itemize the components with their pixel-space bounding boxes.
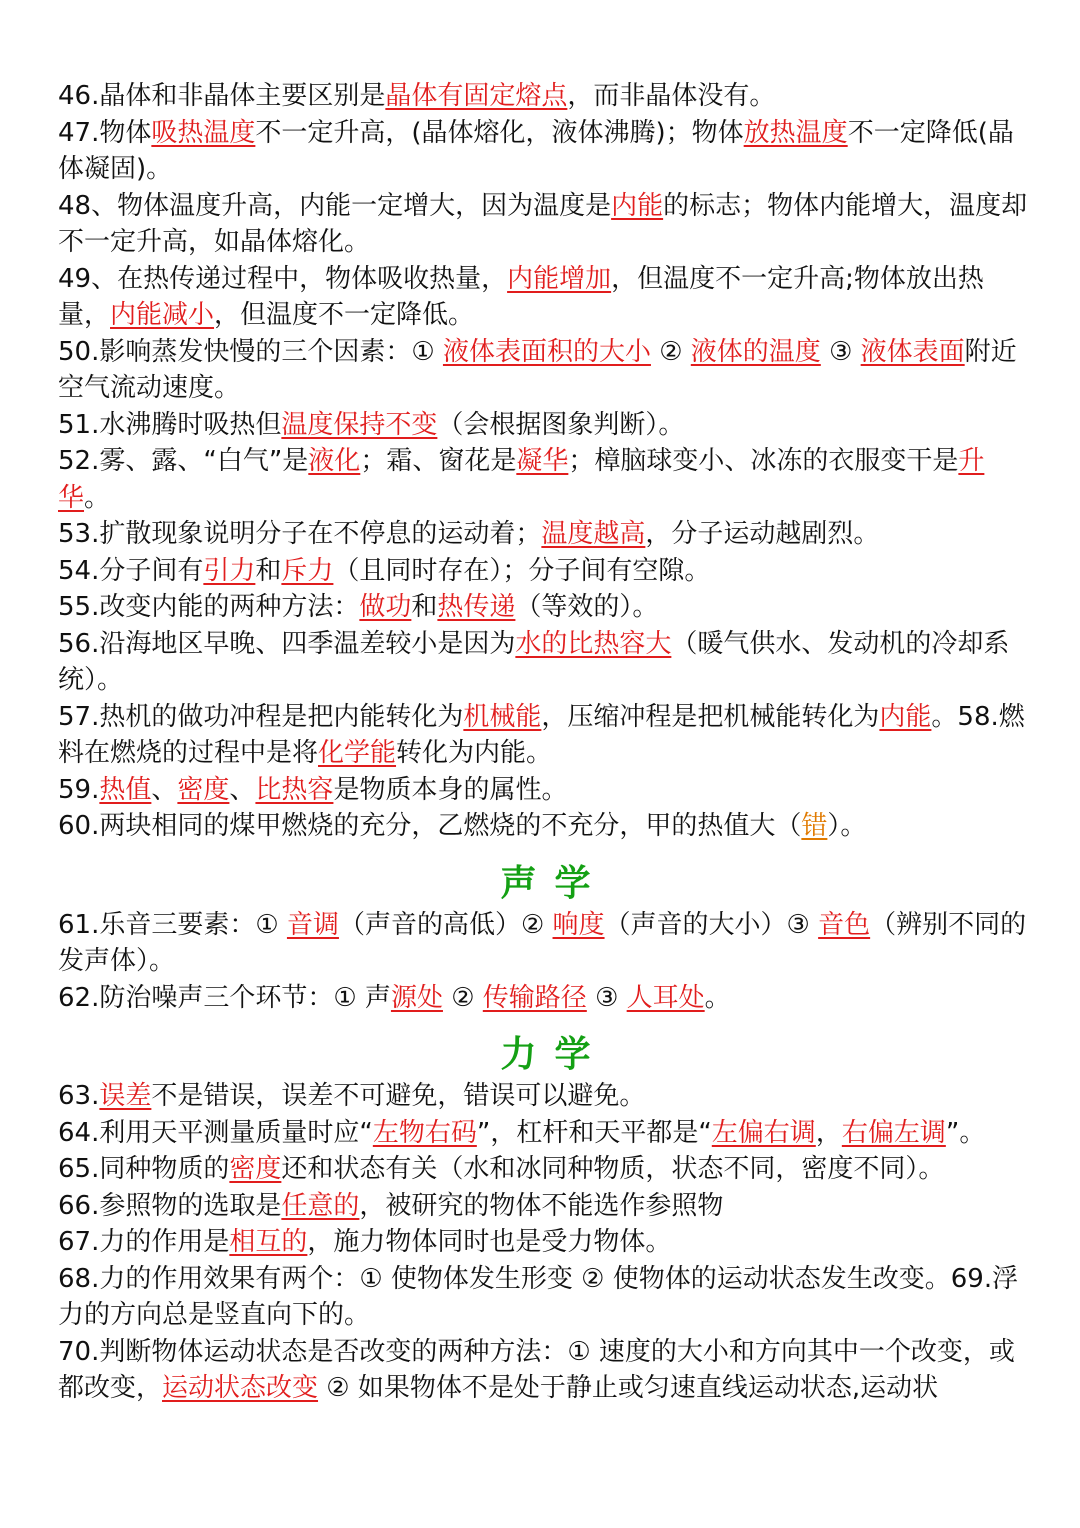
list-item (58, 772, 1033, 809)
item-text: ，而非晶体没有。 (567, 81, 776, 111)
item-text: （等效的）。 (515, 592, 659, 622)
list-item (58, 699, 1033, 772)
item-text: ”，杠杆和天平都是“ (476, 1117, 712, 1148)
item-text: 59. (58, 774, 100, 805)
item-text: ，但温度不一定降低。 (214, 300, 475, 330)
item-text: 53.扩散现象说明分子在不停息的运动着； (58, 519, 542, 549)
list-item (58, 1334, 1033, 1407)
answer-text: 内能增加 (507, 263, 612, 294)
item-text: （且同时存在）；分子间有空隙。 (333, 555, 711, 586)
list-item (58, 115, 1033, 188)
answer-text: 音色 (818, 909, 871, 940)
item-text: 。58.燃料在燃烧的过程中是将 (58, 701, 1025, 768)
item-text: 60.两块相同的煤甲燃烧的充分，乙燃烧的不充分，甲的热值大（ (58, 811, 802, 841)
item-text: （声音的高低）② (338, 909, 553, 940)
answer-text: 任意的 (281, 1190, 360, 1221)
answer-text: 液体表面积的大小 (442, 336, 651, 367)
item-text: （暖气供水、发动机的冷却系统）。 (58, 628, 1010, 695)
answer-text: 内能减小 (110, 300, 215, 330)
answer-text: 人耳处 (626, 982, 705, 1013)
item-text: 附近空气流动速度。 (58, 336, 1017, 403)
item-text: ② 如果物体不是处于静止或匀速直线运动状态,运动状 (318, 1373, 939, 1403)
item-text: 62.防治噪声三个环节：① 声 (58, 982, 391, 1013)
answer-text: 内能 (879, 701, 932, 732)
item-text: （声音的大小）③ (604, 909, 819, 940)
answer-text: 机械能 (463, 701, 542, 732)
section-heading: 声学 (500, 861, 609, 904)
item-text: 和 (411, 592, 438, 622)
item-text: 65.同种物质的 (58, 1154, 230, 1184)
item-text: 、 (229, 774, 256, 805)
answer-text: 热传递 (437, 592, 516, 622)
item-text: （会根据图象判断）。 (437, 409, 685, 440)
item-text: 不是错误，误差不可避免，错误可以避免。 (151, 1081, 646, 1111)
answer-text: 做功 (359, 592, 412, 622)
answer-text: 误差 (99, 1081, 152, 1111)
item-text: 的标志；物体内能增大，温度却不一定升高，如晶体熔化。 (58, 190, 1028, 257)
list-item (58, 626, 1033, 699)
answer-text: 热值 (99, 774, 152, 805)
item-text: 55.改变内能的两种方法： (58, 592, 360, 622)
item-text: 还和状态有关（水和冰同种物质，状态不同，密度不同）。 (281, 1154, 945, 1184)
item-text: 48、物体温度升高，内能一定增大，因为温度是 (58, 190, 612, 221)
document-page (58, 78, 1033, 1407)
list-item (58, 553, 1033, 590)
item-text: ；樟脑球变小、冰冻的衣服变干是 (568, 446, 959, 476)
answer-text: 源处 (390, 982, 443, 1013)
item-text: ，施力物体同时也是受力物体。 (307, 1227, 672, 1257)
item-text: 不一定升高，(晶体熔化，液体沸腾)；物体 (255, 117, 744, 148)
answer-text: 密度 (229, 1154, 282, 1184)
answer-text: 温度越高 (541, 519, 646, 549)
answer-text: 液化 (308, 446, 361, 476)
item-text: 57.热机的做功冲程是把内能转化为 (58, 701, 464, 732)
item-text: ）。 (827, 811, 867, 841)
item-text: ③ (820, 336, 861, 367)
item-text: 56.沿海地区早晚、四季温差较小是因为 (58, 628, 516, 659)
answer-text: 温度保持不变 (281, 409, 438, 440)
list-item (58, 1188, 1033, 1225)
item-text: 47.物体 (58, 117, 152, 148)
item-text: 52.雾、露、“白气”是 (58, 446, 309, 476)
answer-text: 凝华 (516, 446, 569, 476)
list-item (58, 1151, 1033, 1188)
item-text: ，但温度不一定升高;物体放出热量， (58, 263, 984, 330)
answer-text: 内能 (611, 190, 664, 221)
item-text: ② (442, 982, 483, 1013)
item-text: ③ (586, 982, 627, 1013)
item-text: 和 (255, 555, 282, 586)
item-text: 61.乐音三要素：① (58, 909, 287, 940)
answer-text: 右偏左调 (841, 1117, 946, 1148)
answer-text: 运动状态改变 (162, 1373, 319, 1403)
item-text: 49、在热传递过程中，物体吸收热量， (58, 263, 508, 294)
list-item (58, 407, 1033, 444)
list-item (58, 78, 1033, 115)
item-text: 67.力的作用是 (58, 1227, 230, 1257)
answer-text: 液体的温度 (690, 336, 821, 367)
item-text: 68.力的作用效果有两个：① 使物体发生形变 ② 使物体的运动状态发生改变。69.浮力的方向总是竖直向下的。 (58, 1263, 1019, 1330)
list-item (58, 1115, 1033, 1152)
answer-text: 斥力 (281, 555, 334, 586)
item-text: 、 (151, 774, 178, 805)
item-text: 66.参照物的选取是 (58, 1190, 282, 1221)
answer-text: 相互的 (229, 1227, 308, 1257)
section-heading: 力学 (500, 1033, 609, 1075)
answer-text: 左物右码 (372, 1117, 477, 1148)
item-text: 46.晶体和非晶体主要区别是 (58, 81, 386, 111)
item-text: 70.判断物体运动状态是否改变的两种方法：① 速度的大小和方向其中一个改变，或都改变， (58, 1336, 1015, 1403)
answer-text: 比热容 (255, 774, 334, 805)
item-text: 。 (704, 982, 731, 1013)
list-item (58, 980, 1033, 1017)
answer-text: 音调 (286, 909, 339, 940)
item-text: 51.水沸腾时吸热但 (58, 409, 282, 440)
list-item (58, 443, 1033, 516)
list-item (58, 1261, 1033, 1334)
list-item (58, 188, 1033, 261)
answer-text: 左偏右调 (711, 1117, 816, 1148)
answer-text: 响度 (552, 909, 605, 940)
answer-text: 密度 (177, 774, 230, 805)
answer-text: 化学能 (318, 738, 397, 768)
item-text: 。 (84, 482, 111, 513)
item-text: 转化为内能。 (396, 738, 553, 768)
answer-text: 吸热温度 (151, 117, 256, 148)
list-item (58, 334, 1033, 407)
answer-text: 放热温度 (743, 117, 848, 148)
item-text: ；霜、窗花是 (360, 446, 517, 476)
list-item (58, 261, 1033, 334)
list-item (58, 907, 1033, 980)
item-text: 63. (58, 1081, 100, 1111)
answer-text: 错 (801, 811, 828, 841)
answer-text: 晶体有固定熔点 (385, 81, 568, 111)
answer-text: 引力 (203, 555, 256, 586)
item-text: ，压缩冲程是把机械能转化为 (541, 701, 880, 732)
item-text: ，分子运动越剧烈。 (645, 519, 880, 549)
answer-text: 水的比热容大 (515, 628, 672, 659)
list-item (58, 1078, 1033, 1115)
list-item (58, 589, 1033, 626)
answer-text: 传输路径 (482, 982, 587, 1013)
item-text: ”。 (945, 1117, 986, 1148)
answer-text: 液体表面 (860, 336, 965, 367)
item-text: 不一定降低(晶体凝固)。 (58, 117, 1014, 184)
answer-text: 升华 (58, 446, 985, 513)
list-item (58, 516, 1033, 553)
item-text: （辨别不同的发声体）。 (58, 909, 1027, 976)
item-text: ，被研究的物体不能选作参照物 (359, 1190, 724, 1221)
item-text: 64.利用天平测量质量时应“ (58, 1117, 373, 1148)
item-text: 50.影响蒸发快慢的三个因素：① (58, 336, 443, 367)
list-item (58, 1224, 1033, 1261)
item-text: ② (650, 336, 691, 367)
item-text: 是物质本身的属性。 (333, 774, 568, 805)
list-item (58, 808, 1033, 845)
item-text: ， (815, 1117, 842, 1148)
item-text: 54.分子间有 (58, 555, 204, 586)
